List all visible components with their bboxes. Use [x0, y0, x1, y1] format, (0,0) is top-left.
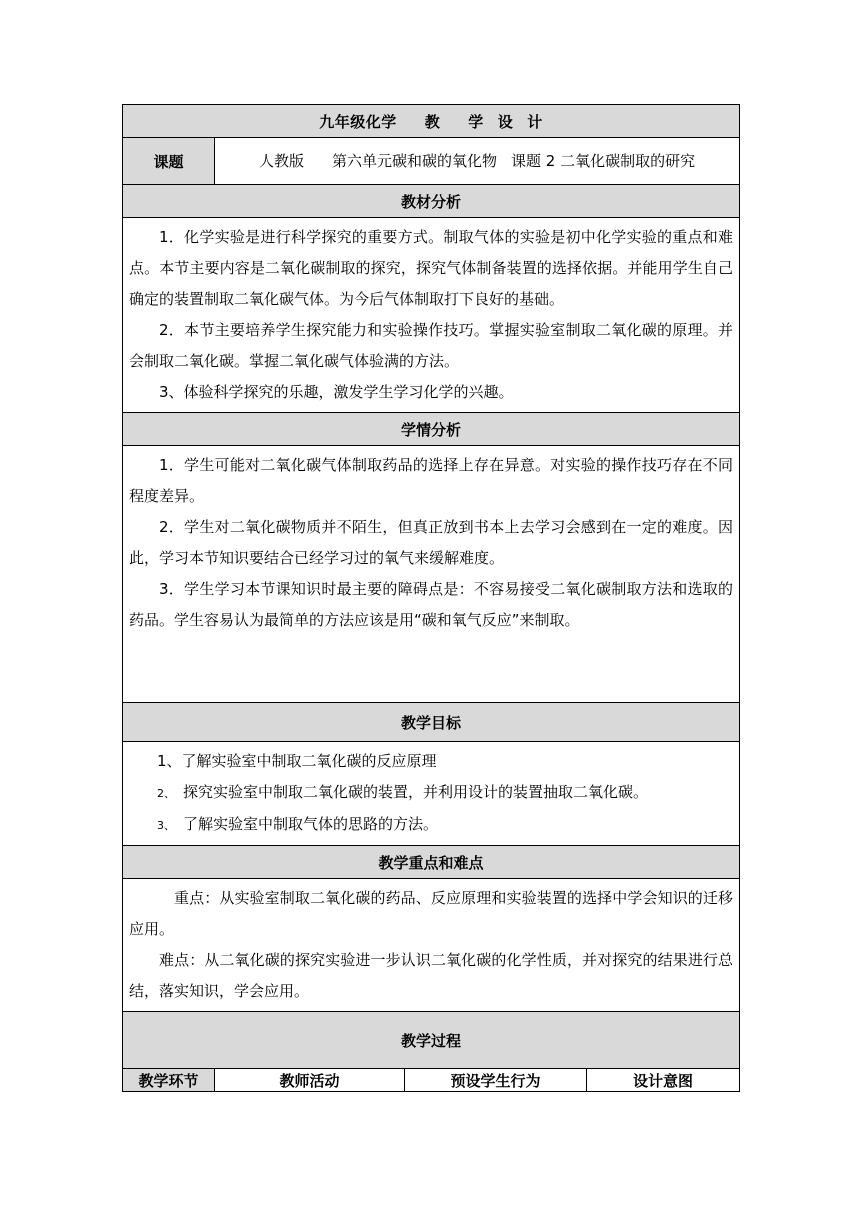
topic-lesson: 课题 2 二氧化碳制取的研究 [510, 152, 696, 170]
column-header-intent: 设计意图 [587, 1069, 740, 1092]
materials-paragraph: 1．化学实验是进行科学探究的重要方式。制取气体的实验是初中化学实验的重点和难点。本节主要内容是二氧化碳制取的探究，探究气体制备装置的选择依据。并能用学生自己确定的装置制取二氧化碳气体。为今后气体制取打下良好的基础。 [129, 228, 734, 308]
title-part-xue: 学 [468, 112, 484, 131]
document-title [123, 105, 740, 138]
title-part-jiao: 教 [424, 112, 441, 131]
goal-item [129, 777, 733, 809]
section-heading-goals: 教学目标 [123, 703, 740, 742]
topic-edition: 人教版 [258, 152, 304, 170]
topic-label: 课题 [123, 138, 215, 185]
topic-unit: 第六单元碳和碳的氧化物 [331, 152, 497, 170]
keypoints-body [123, 879, 740, 1012]
students-paragraph: 3．学生学习本节课知识时最主要的障碍点是：不容易接受二氧化碳制取方法和选取的药品。学生容易认为最简单的方法应该是用“碳和氧气反应”来制取。 [129, 580, 734, 629]
title-part-ji: 计 [527, 112, 543, 131]
materials-paragraph: 2．本节主要培养学生探究能力和实验操作技巧。掌握实验室制取二氧化碳的原理。并会制取二氧化碳。掌握二氧化碳气体验满的方法。 [129, 321, 734, 370]
title-part-she: 设 [497, 112, 514, 131]
section-heading-keypoints: 教学重点和难点 [123, 846, 740, 879]
goal-text: 探究实验室中制取二氧化碳的装置，并利用设计的装置抽取二氧化碳。 [183, 783, 649, 801]
students-paragraph: 1．学生可能对二氧化碳气体制取药品的选择上存在异意。对实验的操作技巧存在不同程度差异。 [129, 456, 734, 505]
goal-number: 1、 [157, 752, 182, 770]
materials-body [123, 218, 740, 413]
column-header-teacher: 教师活动 [215, 1069, 405, 1092]
title-part-grade: 九年级化学 [319, 112, 397, 131]
goal-text: 了解实验室中制取二氧化碳的反应原理 [181, 752, 437, 770]
students-body [123, 446, 740, 703]
goal-number: 2、 [157, 787, 175, 800]
difficulty-text: 难点：从二氧化碳的探究实验进一步认识二氧化碳的化学性质，并对探究的结果进行总结，落实知识，学会应用。 [129, 951, 734, 1000]
goals-body [123, 742, 740, 846]
lesson-plan-table [122, 104, 740, 1092]
goal-item [129, 746, 733, 777]
section-heading-materials: 教材分析 [123, 185, 740, 218]
section-heading-students: 学情分析 [123, 413, 740, 446]
goal-text: 了解实验室中制取气体的思路的方法。 [183, 815, 439, 833]
materials-paragraph: 3、体验科学探究的乐趣，激发学生学习化学的兴趣。 [159, 383, 514, 401]
students-paragraph: 2．学生对二氧化碳物质并不陌生，但真正放到书本上去学习会感到在一定的难度。因此，学习本节知识要结合已经学习过的氧气来缓解难度。 [129, 518, 734, 567]
goal-number: 3、 [157, 819, 175, 832]
topic-value [215, 138, 740, 185]
goal-item [129, 809, 733, 841]
key-point-text: 重点：从实验室制取二氧化碳的药品、反应原理和实验装置的选择中学会知识的迁移应用。 [129, 889, 734, 938]
column-header-stage: 教学环节 [123, 1069, 215, 1092]
section-heading-process: 教学过程 [123, 1012, 740, 1069]
column-header-student: 预设学生行为 [405, 1069, 587, 1092]
